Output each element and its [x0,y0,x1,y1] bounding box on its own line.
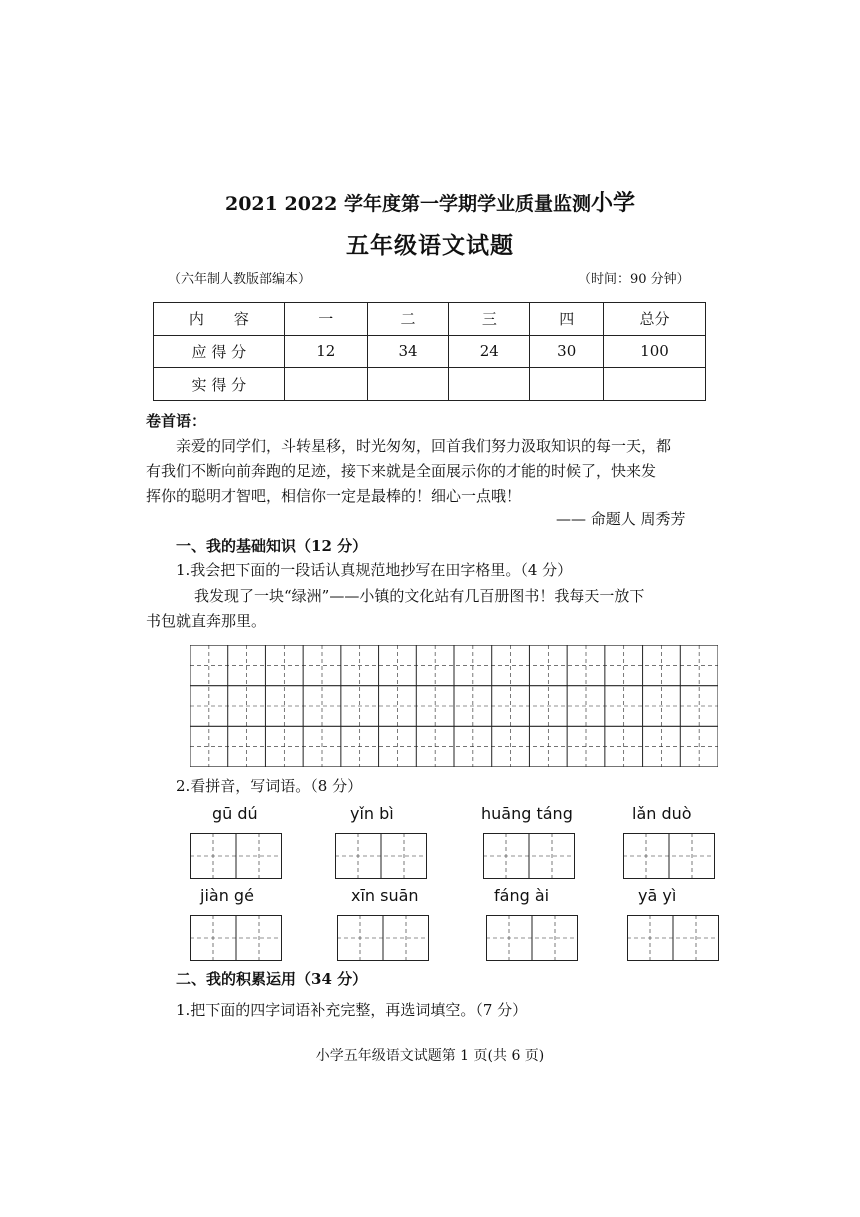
section2-q1-prompt: 1.把下面的四字词语补充完整，再选词填空。（7 分） [176,1001,528,1019]
score-table-cell: 实 得 分 [154,368,285,401]
pinyin-label: yǐn bì [350,804,394,823]
word-answer-box[interactable] [623,833,715,879]
page-footer: 小学五年级语文试题第 1 页(共 6 页) [315,1048,545,1064]
q1-text-line: 我发现了一块“绿洲”——小镇的文化站有几百册图书！我每天一放下 [194,587,645,605]
word-answer-grid [486,915,578,961]
score-table-cell: 四 [530,303,604,336]
pinyin-label: xīn suān [351,886,419,905]
score-table-cell: 34 [367,335,448,368]
score-table-cell: 二 [367,303,448,336]
edition-note: （六年制人教版部编本） [168,272,312,287]
exam-title-line1 [0,186,860,217]
pinyin-label: lǎn duò [632,804,692,823]
pinyin-label: jiàn gé [200,886,254,905]
pinyin-label: yā yì [638,886,677,905]
word-answer-box[interactable] [483,833,575,879]
exam-title-main: 2021 2022 学年度第一学期学业质量监测 [224,193,591,215]
score-table-cell: 一 [284,303,367,336]
score-entry-cell[interactable] [530,368,604,401]
score-table-cell: 三 [449,303,530,336]
preface-line: 挥你的聪明才智吧，相信你一定是最棒的！细心一点哦！ [146,487,522,505]
word-answer-grid [337,915,429,961]
score-table-cell: 24 [449,335,530,368]
score-table-cell: 12 [284,335,367,368]
pinyin-label: fáng ài [494,886,550,905]
score-entry-cell[interactable] [603,368,705,401]
pinyin-label: gū dú [212,804,258,823]
time-note: （时间：90 分钟） [578,272,690,287]
word-answer-grid [483,833,575,879]
score-entry-cell[interactable] [449,368,530,401]
section1-title: 一、我的基础知识（12 分） [176,537,368,555]
preface-text [146,434,718,509]
score-table-cell: 100 [603,335,705,368]
pinyin-label: huāng táng [481,804,573,823]
q2-prompt: 2.看拼音，写词语。（8 分） [176,777,363,795]
copy-writing-grid[interactable] [190,645,718,767]
preface-line: 有我们不断向前奔跑的足迹，接下来就是全面展示你的才能的时候了，快来发 [146,462,657,480]
score-entry-cell[interactable] [367,368,448,401]
q1-prompt: 1.我会把下面的一段话认真规范地抄写在田字格里。（4 分） [176,561,573,579]
word-answer-grid [627,915,719,961]
score-table-row [154,335,706,368]
word-answer-grid [623,833,715,879]
word-answer-box[interactable] [335,833,427,879]
word-answer-box[interactable] [190,915,282,961]
section2-title: 二、我的积累运用（34 分） [176,970,368,988]
score-table-header-row [154,303,706,336]
score-table-cell: 内 容 [154,303,285,336]
word-answer-grid [335,833,427,879]
exam-subject-title: 五年级语文试题 [346,232,514,259]
score-table-cell: 30 [530,335,604,368]
q1-text-line: 书包就直奔那里。 [146,612,267,630]
score-entry-cell[interactable] [284,368,367,401]
preface-signature: —— 命题人 周秀芳 [556,510,686,528]
score-table-cell: 总分 [603,303,705,336]
word-answer-box[interactable] [190,833,282,879]
score-table-cell: 应 得 分 [154,335,285,368]
word-answer-grid [190,915,282,961]
q1-text [146,584,718,634]
preface-label: 卷首语： [146,412,207,430]
word-answer-box[interactable] [337,915,429,961]
word-answer-grid [190,833,282,879]
preface-line: 亲爱的同学们，斗转星移，时光匆匆，回首我们努力汲取知识的每一天，都 [176,437,672,455]
word-answer-box[interactable] [486,915,578,961]
score-table-row [154,368,706,401]
word-answer-box[interactable] [627,915,719,961]
exam-title-school-level: 小学 [590,190,635,216]
score-table [153,302,706,401]
